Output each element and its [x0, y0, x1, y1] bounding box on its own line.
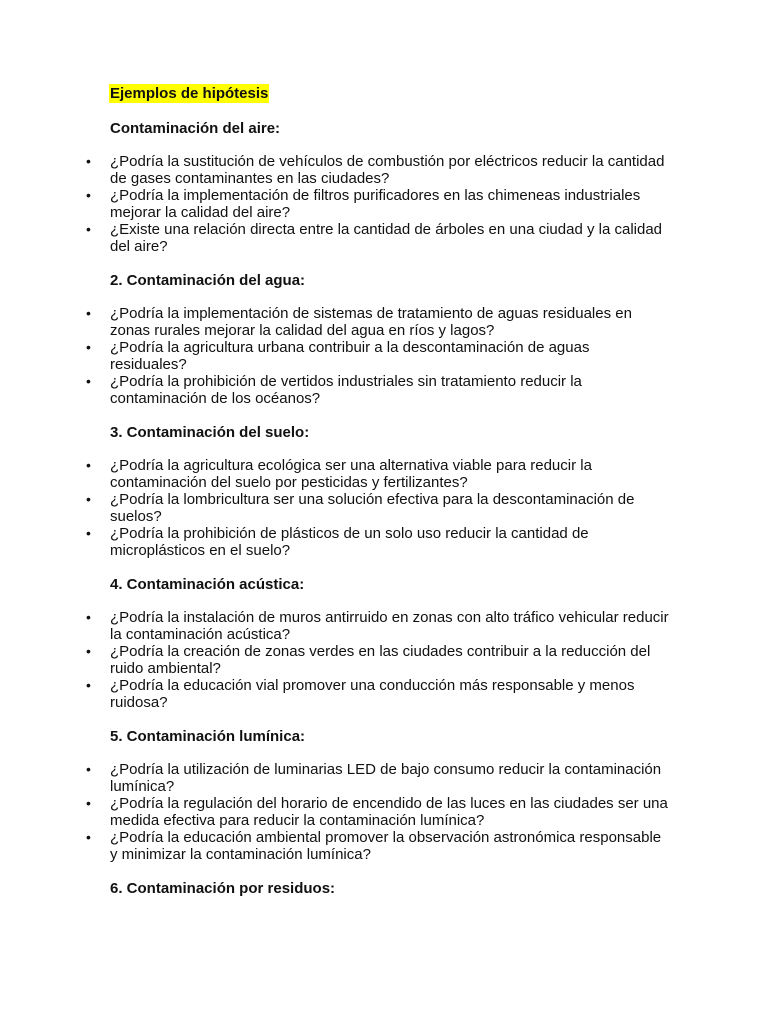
bullet-icon: • — [86, 795, 91, 811]
document-body — [86, 84, 670, 913]
bullet-icon: • — [86, 643, 91, 659]
list-item-text: ¿Podría la implementación de sistemas de tratamiento de aguas residuales en zonas rurales mejorar la calidad del agua en ríos y lagos? — [110, 305, 632, 339]
bullet-icon: • — [86, 153, 91, 169]
section-heading: Contaminación del aire: — [110, 120, 281, 137]
bullet-icon: • — [86, 457, 91, 473]
bullet-icon: • — [86, 373, 91, 389]
bullet-icon: • — [86, 829, 91, 845]
list-item — [86, 339, 670, 373]
list-item — [86, 609, 670, 643]
list-item-text: ¿Podría la regulación del horario de encendido de las luces en las ciudades ser una medida efectiva para reducir la contaminación lumínica? — [110, 795, 668, 829]
bullet-list — [86, 153, 670, 255]
bullet-list — [86, 761, 670, 863]
bullet-icon: • — [86, 525, 91, 541]
list-item-text: ¿Podría la prohibición de plásticos de un solo uso reducir la cantidad de microplásticos en el suelo? — [110, 525, 589, 559]
list-item-text: ¿Podría la implementación de filtros purificadores en las chimeneas industriales mejorar la calidad del aire? — [110, 187, 641, 221]
list-item — [86, 305, 670, 339]
list-item — [86, 187, 670, 221]
list-item-text: ¿Podría la educación ambiental promover la observación astronómica responsable y minimizar la contaminación lumínica? — [110, 829, 662, 863]
bullet-icon: • — [86, 677, 91, 693]
list-item — [86, 677, 670, 711]
list-item — [86, 221, 670, 255]
section-heading: 2. Contaminación del agua: — [110, 272, 306, 289]
list-item-text: ¿Podría la educación vial promover una conducción más responsable y menos ruidosa? — [110, 677, 635, 711]
section-heading: 3. Contaminación del suelo: — [110, 424, 310, 441]
list-item — [86, 795, 670, 829]
sections-container — [86, 119, 670, 898]
bullet-icon: • — [86, 221, 91, 237]
list-item-text: ¿Podría la utilización de luminarias LED de bajo consumo reducir la contaminación lumínica? — [110, 761, 662, 795]
section-heading: 4. Contaminación acústica: — [110, 576, 305, 593]
list-item — [86, 829, 670, 863]
list-item — [86, 373, 670, 407]
list-item — [86, 457, 670, 491]
bullet-icon: • — [86, 761, 91, 777]
list-item — [86, 761, 670, 795]
list-item-text: ¿Existe una relación directa entre la cantidad de árboles en una ciudad y la calidad del aire? — [110, 221, 663, 255]
bullet-list — [86, 305, 670, 407]
list-item-text: ¿Podría la agricultura ecológica ser una alternativa viable para reducir la contaminación del suelo por pesticidas y fertilizantes? — [110, 457, 592, 491]
bullet-icon: • — [86, 609, 91, 625]
list-item-text: ¿Podría la sustitución de vehículos de combustión por eléctricos reducir la cantidad de gases contaminantes en las ciudades? — [110, 153, 665, 187]
list-item-text: ¿Podría la instalación de muros antirruido en zonas con alto tráfico vehicular reducir la contaminación acústica? — [110, 609, 669, 643]
bullet-icon: • — [86, 491, 91, 507]
document-title: Ejemplos de hipótesis — [110, 85, 269, 102]
bullet-icon: • — [86, 339, 91, 355]
bullet-icon: • — [86, 187, 91, 203]
bullet-icon: • — [86, 305, 91, 321]
list-item — [86, 153, 670, 187]
list-item — [86, 643, 670, 677]
bullet-list — [86, 609, 670, 711]
list-item — [86, 491, 670, 525]
list-item-text: ¿Podría la prohibición de vertidos industriales sin tratamiento reducir la contaminación de los océanos? — [110, 373, 582, 407]
list-item-text: ¿Podría la lombricultura ser una solución efectiva para la descontaminación de suelos? — [110, 491, 635, 525]
list-item — [86, 525, 670, 559]
list-item-text: ¿Podría la agricultura urbana contribuir a la descontaminación de aguas residuales? — [110, 339, 590, 373]
bullet-list — [86, 457, 670, 559]
list-item-text: ¿Podría la creación de zonas verdes en las ciudades contribuir a la reducción del ruido ambiental? — [110, 643, 651, 677]
section-heading: 6. Contaminación por residuos: — [110, 880, 336, 897]
section-heading: 5. Contaminación lumínica: — [110, 728, 306, 745]
